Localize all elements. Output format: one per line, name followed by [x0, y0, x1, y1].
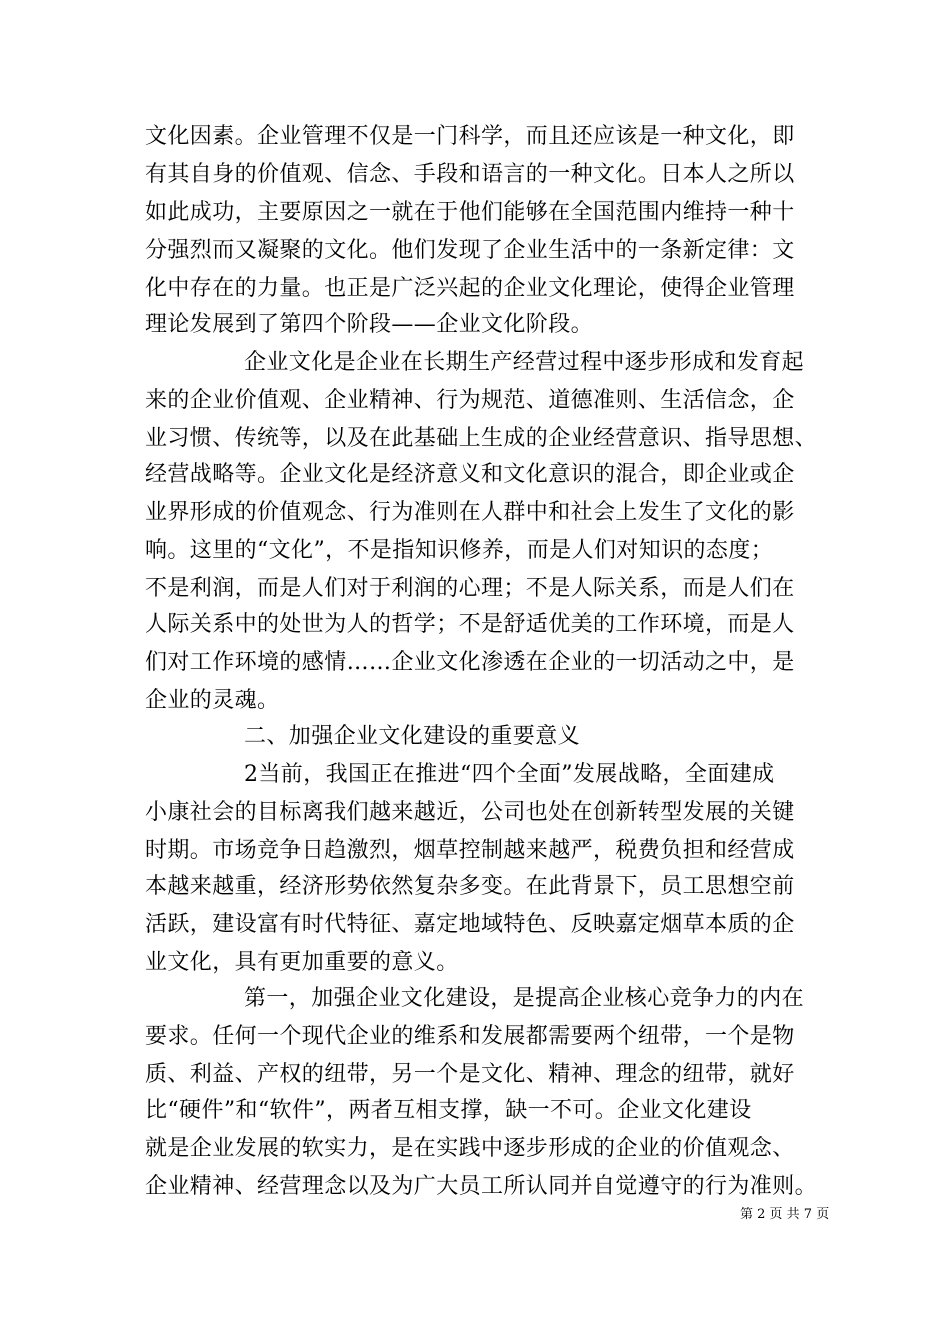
text-line: 企业精神、经营理念以及为广大员工所认同并自觉遵守的行为准则。	[145, 1174, 818, 1199]
text-line: 业界形成的价值观念、行为准则在人群中和社会上发生了文化的影	[145, 500, 795, 525]
text-line: 不是利润，而是人们对于利润的心理；不是人际关系，而是人们在	[145, 576, 795, 601]
text-line: 文化因素。企业管理不仅是一门科学，而且还应该是一种文化，即	[145, 124, 795, 149]
page-indicator: 第 2 页 共 7 页	[740, 1207, 830, 1222]
text-line: 就是企业发展的软实力，是在实践中逐步形成的企业的价值观念、	[145, 1136, 795, 1161]
text-line: 要求。任何一个现代企业的维系和发展都需要两个纽带，一个是物	[145, 1024, 795, 1049]
text-line: 活跃，建设富有时代特征、嘉定地域特色、反映嘉定烟草本质的企	[145, 912, 795, 937]
text-line: 业习惯、传统等，以及在此基础上生成的企业经营意识、指导思想、	[145, 426, 818, 451]
section-heading: 二、加强企业文化建设的重要意义	[244, 724, 581, 749]
text-line: 化中存在的力量。也正是广泛兴起的企业文化理论，使得企业管理	[145, 276, 795, 301]
paragraph-first-line: 企业文化是企业在长期生产经营过程中逐步形成和发育起	[244, 350, 805, 375]
text-line: 来的企业价值观、企业精神、行为规范、道德准则、生活信念，企	[145, 388, 795, 413]
text-line: 小康社会的目标离我们越来越近，公司也处在创新转型发展的关键	[145, 800, 795, 825]
text-line: 理论发展到了第四个阶段——企业文化阶段。	[145, 312, 594, 337]
text-line: 本越来越重，经济形势依然复杂多变。在此背景下，员工思想空前	[145, 874, 795, 899]
text-line: 质、利益、产权的纽带，另一个是文化、精神、理念的纽带，就好	[145, 1062, 795, 1087]
text-line: 们对工作环境的感情……企业文化渗透在企业的一切活动之中，是	[145, 650, 795, 675]
text-line: 分强烈而又凝聚的文化。他们发现了企业生活中的一条新定律：文	[145, 238, 795, 263]
text-line: 时期。市场竞争日趋激烈，烟草控制越来越严，税费负担和经营成	[145, 838, 795, 863]
paragraph-first-line: 2当前，我国正在推进“四个全面”发展战略，全面建成	[244, 762, 775, 787]
text-line: 比“硬件”和“软件”，两者互相支撑，缺一不可。企业文化建设	[145, 1098, 752, 1123]
text-line: 企业的灵魂。	[145, 688, 280, 713]
text-line: 有其自身的价值观、信念、手段和语言的一种文化。日本人之所以	[145, 162, 795, 187]
text-line: 经营战略等。企业文化是经济意义和文化意识的混合，即企业或企	[145, 462, 795, 487]
text-line: 如此成功，主要原因之一就在于他们能够在全国范围内维持一种十	[145, 200, 795, 225]
text-line: 人际关系中的处世为人的哲学；不是舒适优美的工作环境，而是人	[145, 612, 795, 637]
text-line: 响。这里的“文化”，不是指知识修养，而是人们对知识的态度；	[145, 538, 774, 563]
text-line: 业文化，具有更加重要的意义。	[145, 950, 459, 975]
paragraph-first-line: 第一，加强企业文化建设，是提高企业核心竞争力的内在	[244, 986, 805, 1011]
